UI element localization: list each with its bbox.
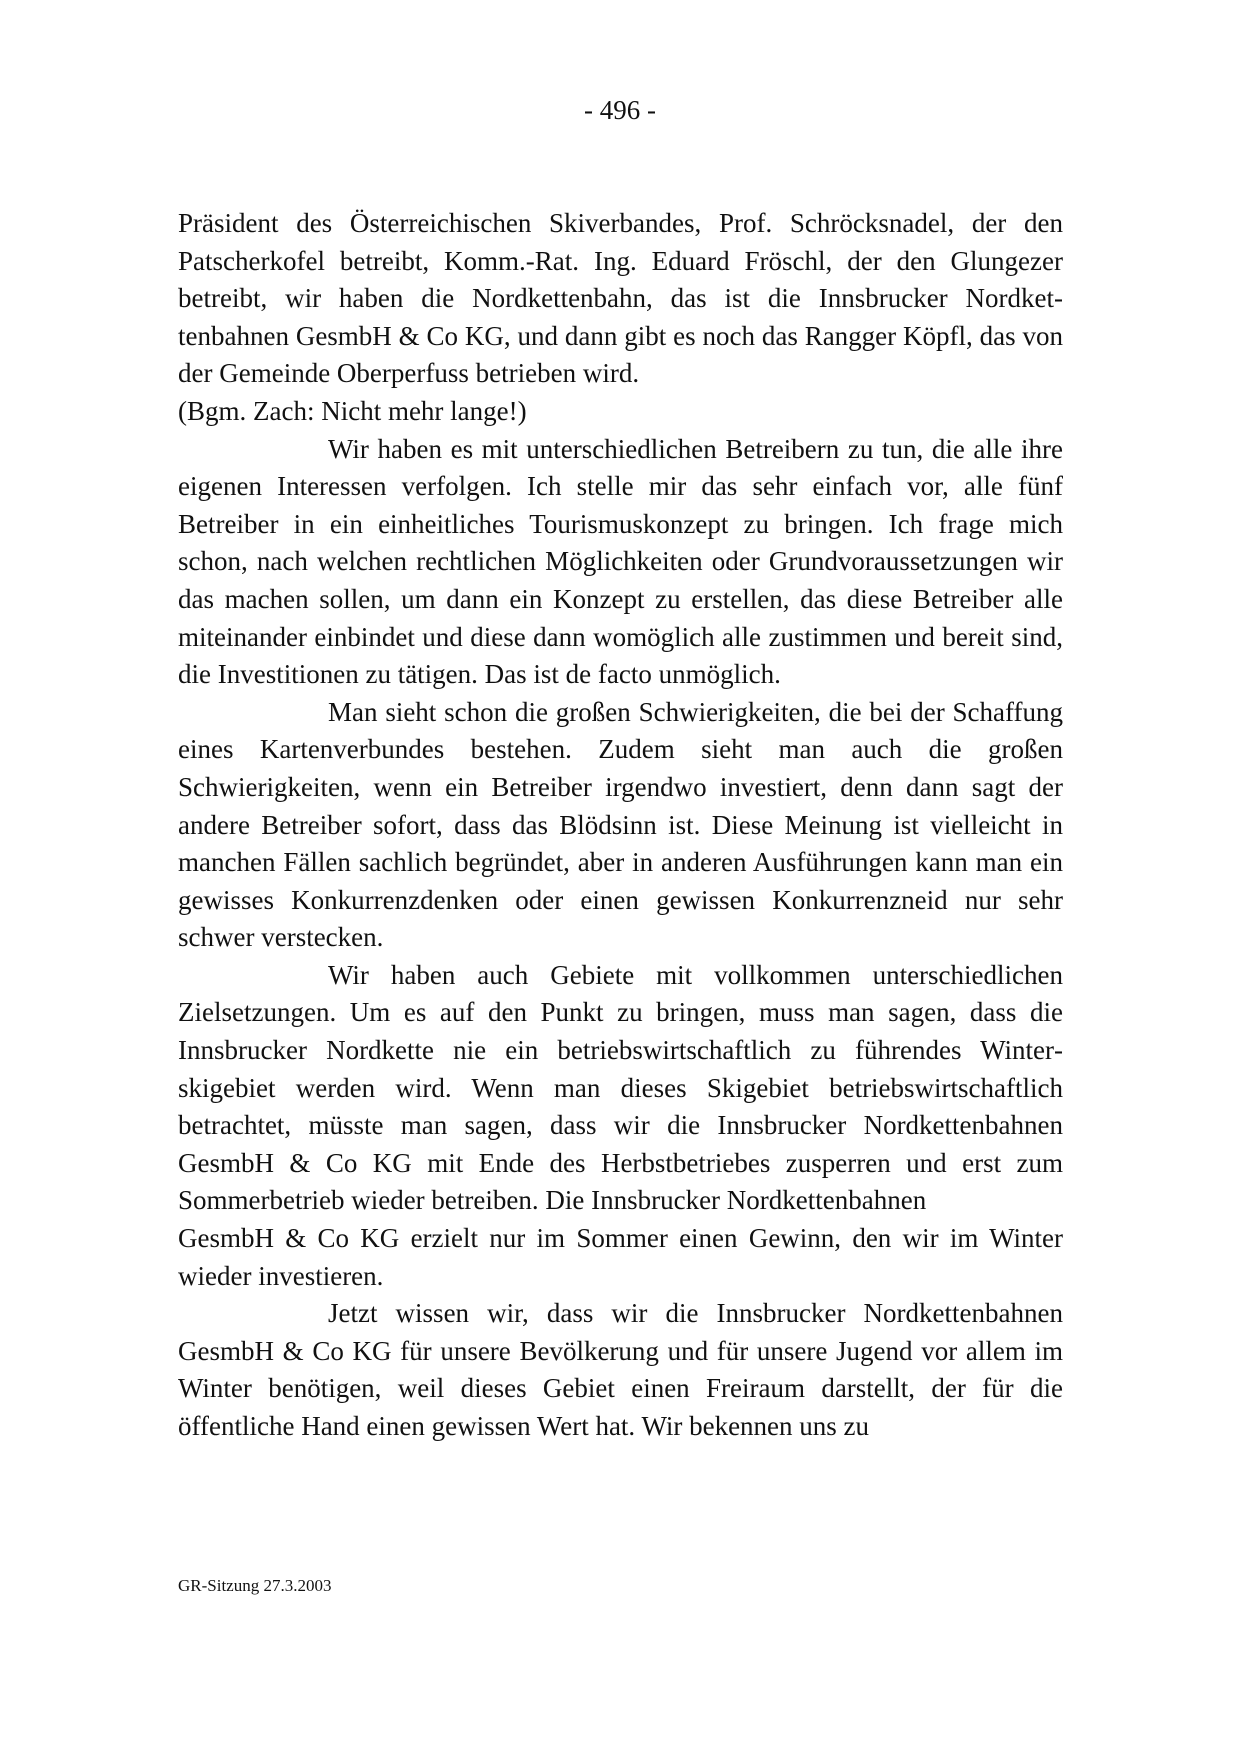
footer-session-label: GR-Sitzung 27.3.2003 — [178, 1576, 332, 1595]
paragraph: Jetzt wissen wir, dass wir die Innsbrucker Nordkettenbahnen GesmbH & Co KG für unsere Bevölkerung und für unsere Jugend vor allem im Winter benötigen, weil dieses Gebiet einen Freiraum darstellt, der für die öffentliche Hand einen gewissen Wert hat. Wir bekennen uns zu — [178, 1298, 1063, 1441]
paragraph: Wir haben auch Gebiete mit vollkommen unterschiedlichen Zielsetzungen. Um es auf den Punkt zu bringen, muss man sagen, dass die Innsbrucker Nordkette nie ein betriebswirtschaftlich zu führendes Winterskigebiet werden wird. Wenn man dieses Skigebiet betriebswirtschaftlich betrachtet, müsste man sagen, dass wir die Innsbrucker Nordkettenbahnen GesmbH & Co KG mit Ende des Herbstbetriebes zusperren und erst zum Sommerbetrieb wieder betreiben. Die Innsbrucker Nordkettenbahnen — [178, 959, 1063, 1216]
paragraph: Präsident des Österreichischen Skiverbandes, Prof. Schröcksnadel, der den Patscherkofel betreibt, Komm.-Rat. Ing. Eduard Fröschl, der den Glungezer betreibt, wir haben die Nordkettenbahn, das ist die Innsbrucker Nordkettenbahnen GesmbH & Co KG, und dann gibt es noch das Rangger Köpfl, das von der Gemeinde Oberperfuss betrieben wird. — [178, 208, 1063, 389]
document-body — [178, 205, 1063, 1446]
interjection: (Bgm. Zach: Nicht mehr lange!) — [178, 395, 527, 426]
paragraph: Man sieht schon die großen Schwierigkeiten, die bei der Schaffung eines Kartenverbundes bestehen. Zudem sieht man auch die großen Schwierigkeiten, wenn ein Betreiber irgendwo investiert, denn dann sagt der andere Betreiber sofort, dass das Blödsinn ist. Diese Meinung ist vielleicht in manchen Fällen sachlich begründet, aber in anderen Ausführungen kann man ein gewisses Konkurrenzdenken oder einen gewissen Konkurrenzneid nur sehr schwer verstecken. — [178, 696, 1063, 953]
page-number: - 496 - — [584, 95, 656, 125]
paragraph: GesmbH & Co KG erzielt nur im Sommer einen Gewinn, den wir im Winter wieder investieren. — [178, 1223, 1063, 1291]
paragraph: Wir haben es mit unterschiedlichen Betreibern zu tun, die alle ihre eigenen Interessen verfolgen. Ich stelle mir das sehr einfach vor, alle fünf Betreiber in ein einheitliches Tourismuskonzept zu bringen. Ich frage mich schon, nach welchen rechtlichen Möglichkeiten oder Grundvoraussetzungen wir das machen sollen, um dann ein Konzept zu erstellen, das diese Betreiber alle miteinander einbindet und diese dann womöglich alle zustimmen und bereit sind, die Investitionen zu tätigen. Das ist de facto unmöglich. — [178, 433, 1063, 690]
